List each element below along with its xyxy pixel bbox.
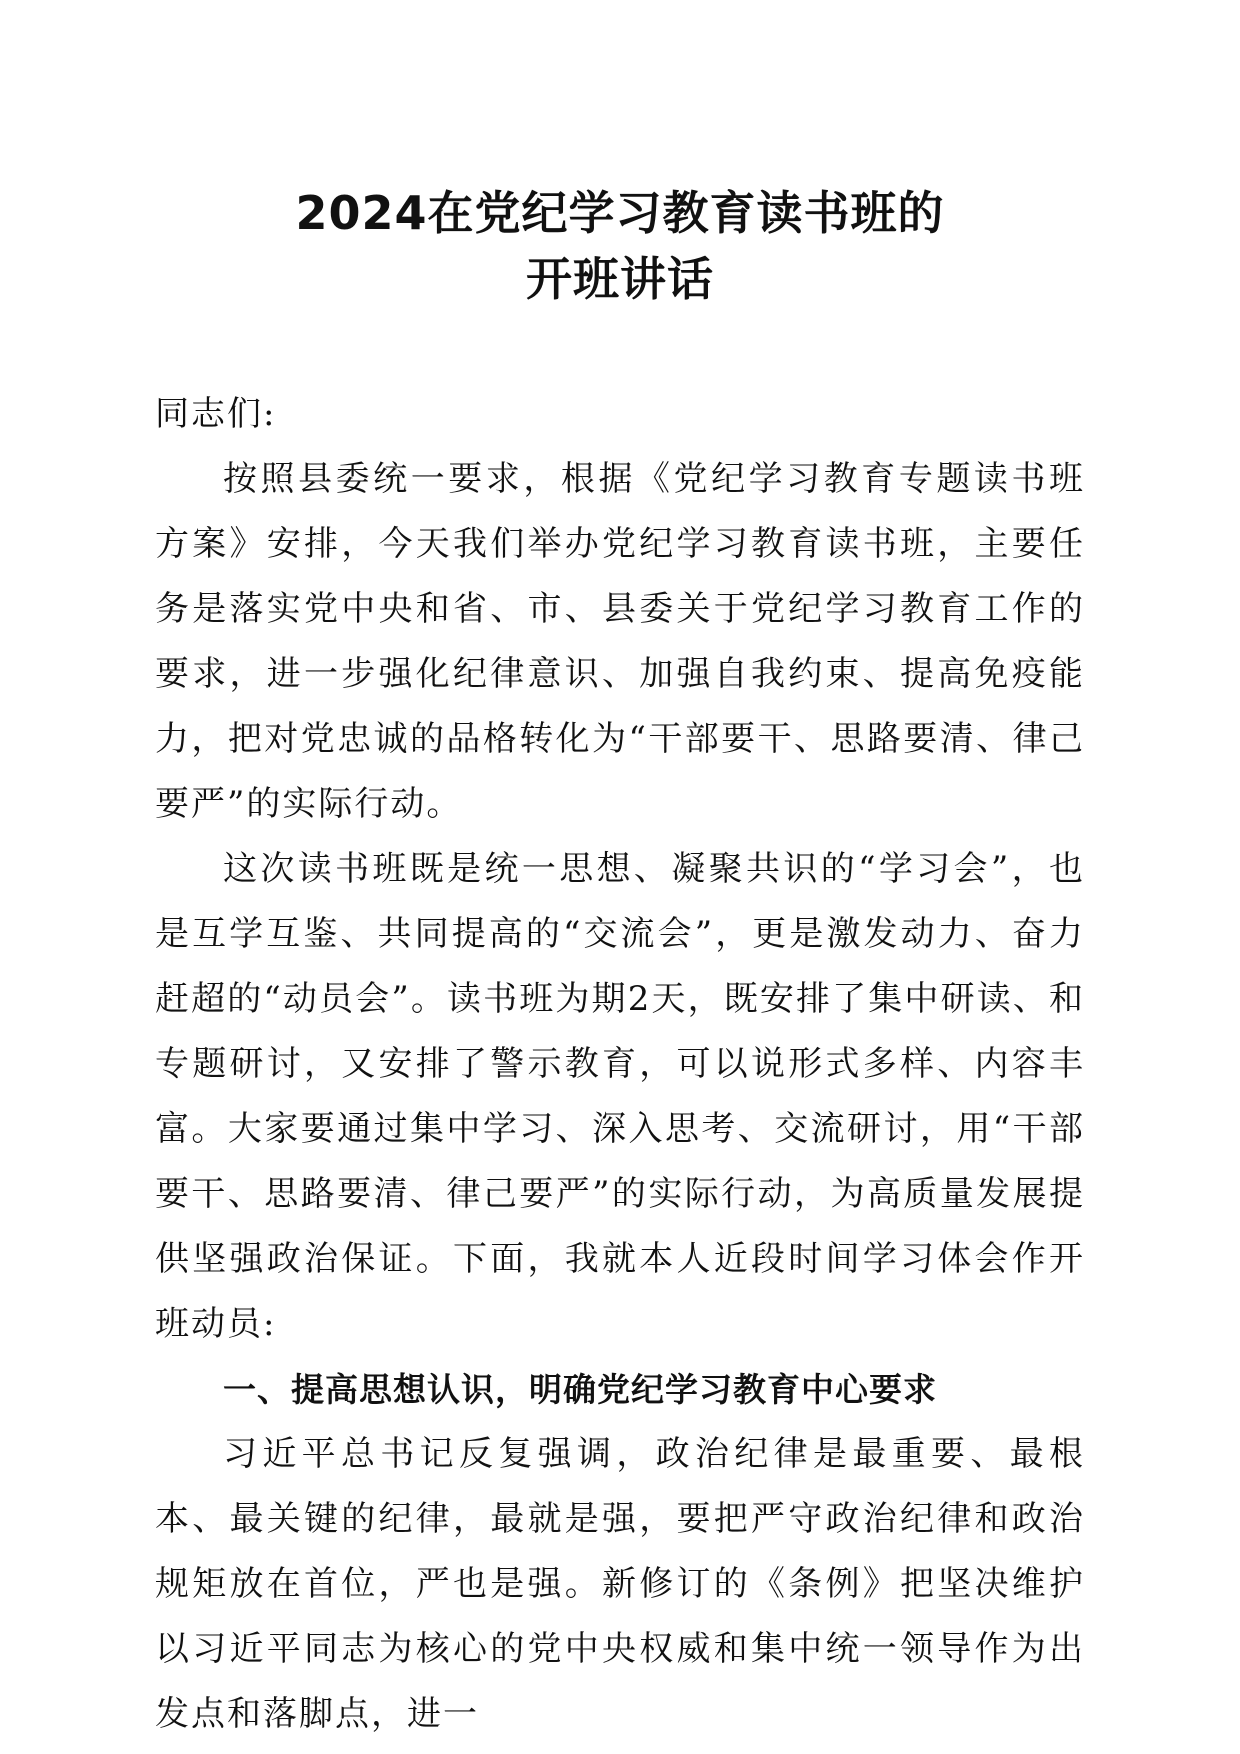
title-line-1: 2024在党纪学习教育读书班的 bbox=[295, 186, 945, 240]
paragraph-2: 这次读书班既是统一思想、凝聚共识的“学习会”，也是互学互鉴、共同提高的“交流会”，更是激发动力、奋力赶超的“动员会”。读书班为期2天，既安排了集中研读、和专题研讨，又安排了警示教育，可以说形式多样、内容丰富。大家要通过集中学习、深入思考、交流研讨，用“干部要干、思路要清、律己要严”的实际行动，为高质量发展提供坚强政治保证。下面，我就本人近段时间学习体会作开班动员: bbox=[155, 849, 1085, 1344]
paragraph-1: 按照县委统一要求，根据《党纪学习教育专题读书班方案》安排，今天我们举办党纪学习教育读书班，主要任务是落实党中央和省、市、县委关于党纪学习教育工作的要求，进一步强化纪律意识、加强自我约束、提高免疫能力，把对党忠诚的品格转化为“干部要干、思路要清、律己要严”的实际行动。 bbox=[155, 459, 1085, 824]
section-heading-1: 一、提高思想认识，明确党纪学习教育中心要求 bbox=[223, 1370, 937, 1409]
title-line-2: 开班讲话 bbox=[526, 252, 714, 306]
salutation: 同志们: bbox=[155, 394, 277, 434]
document-body bbox=[155, 382, 1085, 1747]
document-title bbox=[0, 180, 1240, 312]
section-1-paragraph: 习近平总书记反复强调，政治纪律是最重要、最根本、最关键的纪律，最就是强，要把严守政治纪律和政治规矩放在首位，严也是强。新修订的《条例》把坚决维护以习近平同志为核心的党中央权威和集中统一领导作为出发点和落脚点，进一 bbox=[155, 1434, 1085, 1734]
